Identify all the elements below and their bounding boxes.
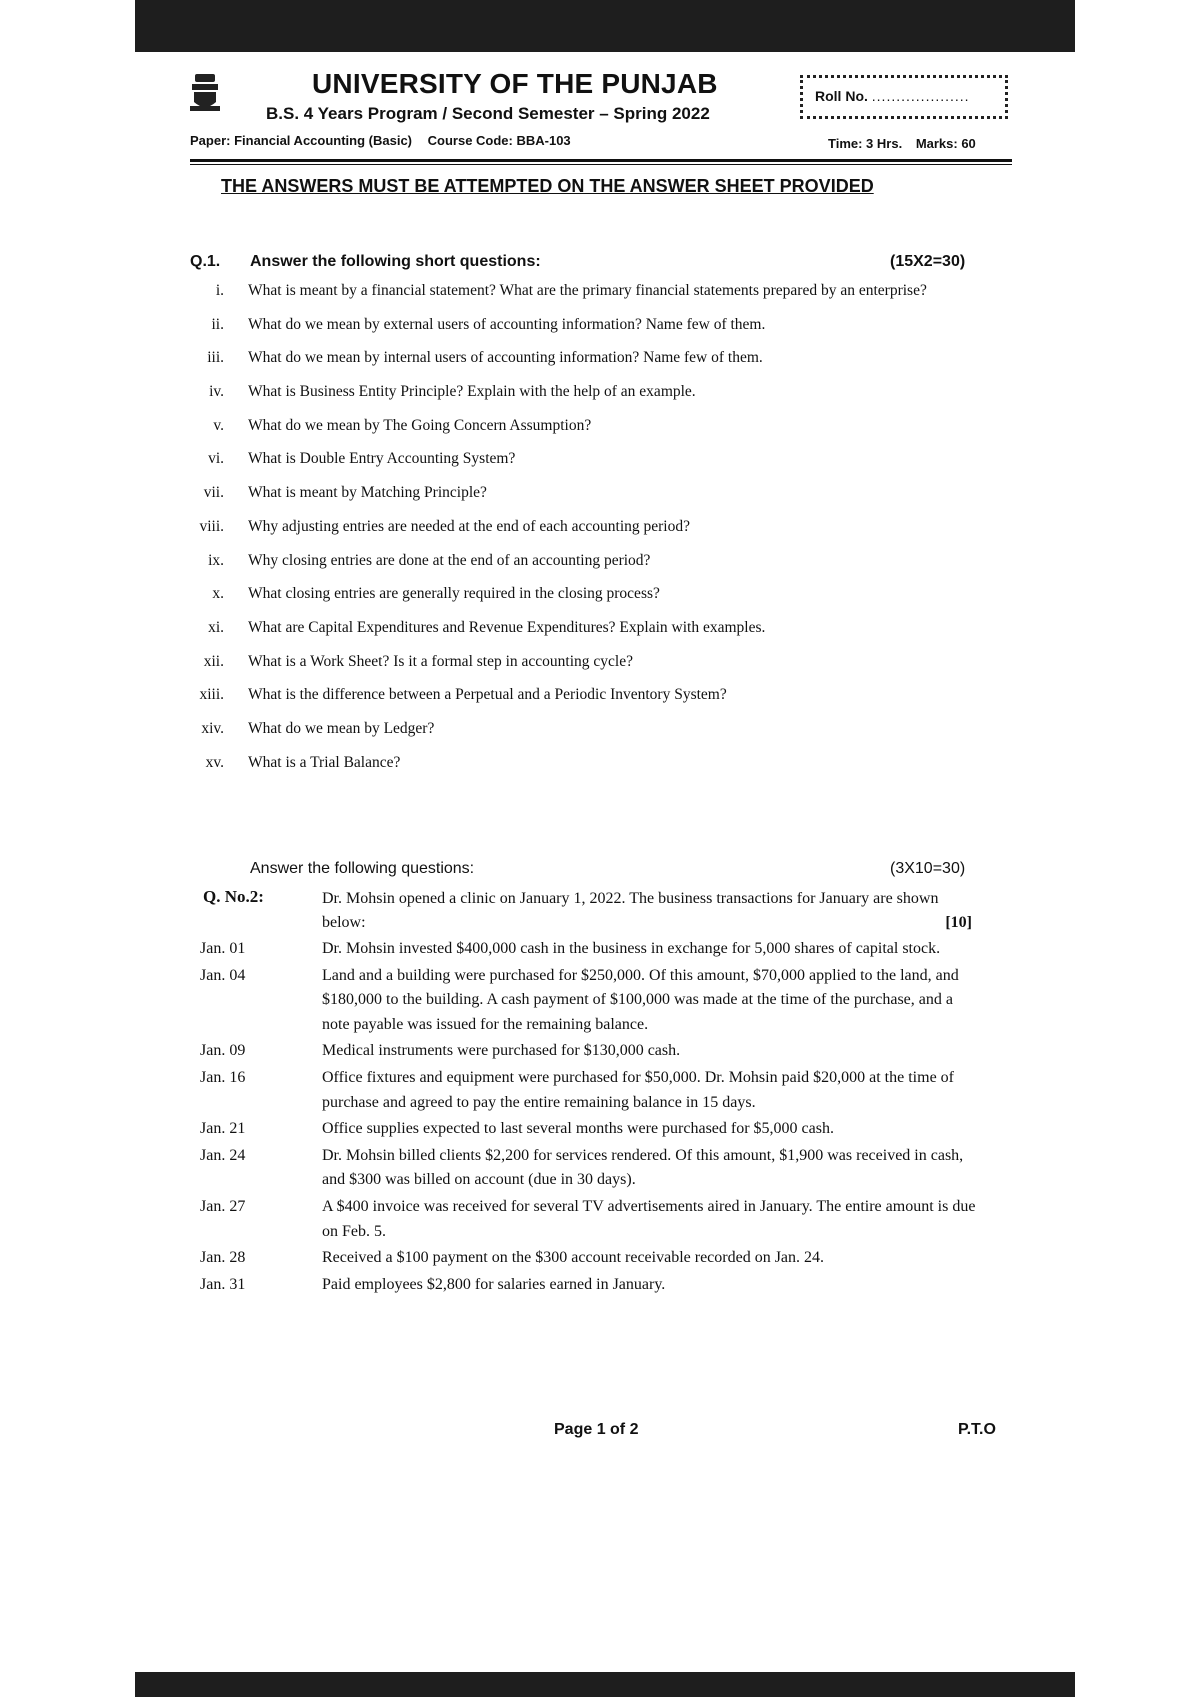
transaction-date: Jan. 24 (200, 1146, 246, 1164)
item-text: What is meant by Matching Principle? (248, 484, 487, 502)
list-item (190, 514, 950, 540)
transaction-row (200, 1066, 980, 1115)
list-item (190, 548, 950, 574)
q1-heading: Answer the following short questions: (250, 253, 541, 270)
paper-line (190, 133, 571, 148)
item-text: What do we mean by external users of accounting information? Name few of them. (248, 315, 766, 333)
header-divider-thick (190, 159, 1012, 162)
transaction-text: Received a $100 payment on the $300 account receivable recorded on Jan. 24. (322, 1249, 825, 1267)
course-code: Course Code: BBA-103 (427, 133, 571, 148)
page-number: Page 1 of 2 (554, 1421, 639, 1438)
instruction-heading: THE ANSWERS MUST BE ATTEMPTED ON THE ANSWER SHEET PROVIDED (221, 176, 874, 196)
transaction-date: Jan. 16 (200, 1068, 246, 1086)
transaction-row (200, 1144, 980, 1193)
transaction-text: Medical instruments were purchased for $130,000 cash. (322, 1042, 681, 1060)
item-number: xiii. (199, 686, 224, 704)
item-text: What is a Work Sheet? Is it a formal step in accounting cycle? (248, 652, 633, 670)
item-text: What is meant by a financial statement? What are the primary financial statements prepared by an enterprise? (248, 282, 927, 299)
transaction-row (200, 1273, 980, 1298)
time-marks-line (828, 136, 976, 151)
transaction-date: Jan. 28 (200, 1249, 246, 1267)
transaction-row (200, 1195, 980, 1244)
item-text: What is Double Entry Accounting System? (248, 450, 516, 468)
transaction-text: Dr. Mohsin invested $400,000 cash in the business in exchange for 5,000 shares of capital stock. (322, 940, 941, 957)
item-number: i. (215, 282, 224, 299)
pto-label: P.T.O (958, 1421, 996, 1438)
list-item (190, 379, 950, 405)
university-crest-icon (190, 72, 220, 112)
item-number: vii. (203, 484, 224, 502)
exam-header (190, 66, 1012, 166)
item-text: What do we mean by Ledger? (248, 719, 435, 737)
q2-number: Q. No.2: (203, 887, 264, 906)
item-number: iii. (207, 349, 224, 367)
item-number: vi. (208, 450, 224, 468)
item-text: Why closing entries are done at the end of an accounting period? (248, 551, 651, 569)
exam-time: Time: 3 Hrs. (828, 136, 903, 151)
item-text: What is Business Entity Principle? Explain with the help of an example. (248, 383, 696, 401)
program-line: B.S. 4 Years Program / Second Semester – Spring 2022 (266, 104, 710, 123)
item-number: xi. (208, 618, 224, 636)
list-item (190, 312, 950, 338)
bottom-black-bar (135, 1672, 1075, 1697)
list-item (190, 278, 950, 304)
top-black-bar (135, 0, 1075, 52)
item-number: ix. (208, 551, 224, 569)
q1-number: Q.1. (190, 253, 221, 270)
list-item (190, 615, 950, 641)
list-item (190, 682, 950, 708)
transaction-date: Jan. 31 (200, 1275, 246, 1293)
item-text: Why adjusting entries are needed at the end of each accounting period? (248, 517, 690, 535)
transaction-date: Jan. 09 (200, 1042, 246, 1060)
item-number: xv. (205, 753, 224, 771)
transaction-row (200, 937, 980, 962)
transaction-date: Jan. 21 (200, 1120, 246, 1138)
item-text: What is the difference between a Perpetual and a Periodic Inventory System? (248, 686, 727, 704)
exam-marks: Marks: 60 (915, 136, 976, 151)
list-item (190, 649, 950, 675)
item-number: iv. (209, 383, 224, 401)
list-item (190, 413, 950, 439)
transaction-row (200, 1246, 980, 1271)
list-item (190, 716, 950, 742)
list-item (190, 581, 950, 607)
item-number: x. (212, 585, 224, 603)
transaction-text: Office fixtures and equipment were purchased for $50,000. Dr. Mohsin paid $20,000 at the time of purchase and agreed to pay the entire remaining balance in 15 days. (322, 1068, 954, 1111)
item-number: xii. (203, 652, 224, 670)
list-item (190, 345, 950, 371)
roll-number-box (800, 75, 1008, 119)
item-text: What are Capital Expenditures and Revenue Expenditures? Explain with examples. (248, 618, 766, 636)
transaction-date: Jan. 04 (200, 966, 246, 984)
list-item (190, 446, 950, 472)
list-item (190, 480, 950, 506)
q2-description-text: Dr. Mohsin opened a clinic on January 1, 2022. The business transactions for January are shown below: (322, 890, 939, 931)
roll-dots: .................... (871, 88, 970, 104)
transaction-text: Paid employees $2,800 for salaries earned in January. (322, 1275, 666, 1293)
q1-marks: (15X2=30) (890, 253, 966, 270)
q2-description (322, 887, 972, 935)
header-divider-thin (190, 164, 1012, 165)
item-number: v. (213, 416, 224, 434)
transaction-text: A $400 invoice was received for several TV advertisements aired in January. The entire amount is due on Feb. 5. (322, 1197, 976, 1240)
transaction-text: Dr. Mohsin billed clients $2,200 for services rendered. Of this amount, $1,900 was received in cash, and $300 was billed on account (due in 30 days). (322, 1146, 964, 1189)
item-number: viii. (199, 517, 224, 535)
paper-name: Paper: Financial Accounting (Basic) (190, 133, 413, 148)
q2-intro-marks: (3X10=30) (890, 860, 966, 877)
roll-label: Roll No. (815, 88, 868, 104)
transaction-date: Jan. 01 (200, 940, 246, 957)
transaction-row (200, 1117, 980, 1142)
transaction-text: Land and a building were purchased for $250,000. Of this amount, $70,000 applied to the land, and $180,000 to the building. A cash payment of $100,000 was made at the time of the purchase, and a note payable was issued for the remaining balance. (322, 966, 959, 1033)
q2-intro: Answer the following questions: (250, 860, 475, 877)
transaction-date: Jan. 27 (200, 1197, 246, 1215)
item-number: xiv. (201, 719, 224, 737)
transaction-row (200, 964, 980, 1038)
transaction-row (200, 1039, 980, 1064)
item-text: What do we mean by The Going Concern Assumption? (248, 416, 592, 434)
university-title: UNIVERSITY OF THE PUNJAB (312, 68, 718, 99)
transaction-list (200, 937, 980, 1299)
q1-question-list (190, 278, 950, 783)
q2-marks: [10] (945, 914, 972, 931)
item-text: What is a Trial Balance? (248, 753, 401, 771)
item-text: What closing entries are generally required in the closing process? (248, 585, 660, 603)
item-text: What do we mean by internal users of accounting information? Name few of them. (248, 349, 763, 367)
item-number: ii. (211, 315, 224, 333)
list-item (190, 750, 950, 776)
transaction-text: Office supplies expected to last several months were purchased for $5,000 cash. (322, 1120, 834, 1138)
